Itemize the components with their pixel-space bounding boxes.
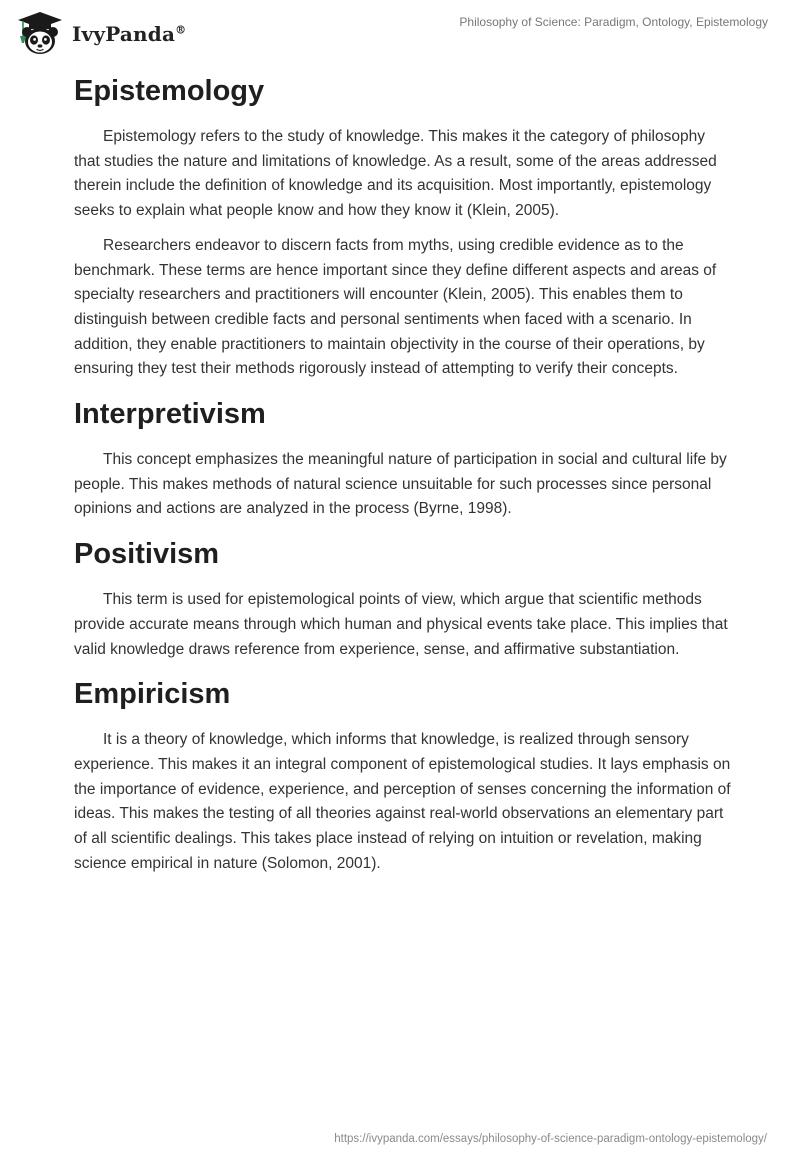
- document-title: Philosophy of Science: Paradigm, Ontology, Epistemology: [459, 15, 768, 29]
- section-heading: Epistemology: [74, 75, 265, 107]
- paragraph: This concept emphasizes the meaningful nature of participation in social and cultural life by people. This makes methods of natural science unsuitable for such processes since personal opinions and actions are analyzed in the process (Byrne, 1998).: [74, 451, 727, 518]
- section-heading: Positivism: [74, 538, 220, 571]
- brand-logo[interactable]: [14, 10, 186, 56]
- section-heading: Interpretivism: [74, 398, 266, 431]
- section-heading: Empiricism: [74, 678, 231, 711]
- paragraph: This term is used for epistemological points of view, which argue that scientific methods provide accurate means through which human and physical events take place. This implies that valid knowledge draws reference from experience, sense, and affirmative substantiation.: [74, 591, 728, 658]
- page-header: [0, 0, 800, 64]
- brand-name: IvyPanda®: [72, 22, 187, 46]
- panda-graduate-icon: [14, 10, 66, 56]
- registered-mark: ®: [175, 23, 187, 37]
- paragraph: It is a theory of knowledge, which informs that knowledge, is realized through sensory experience. This makes it an integral component of epistemological studies. It lays emphasis on the importance of evidence, experience, and perception of senses concerning the information of ideas. This makes the testing of all theories against real-world observations an elementary part of all scientific dealings. This takes place instead of relying on intuition or revelation, making science empirical in nature (Solomon, 2001).: [74, 731, 731, 872]
- essay-body: [74, 74, 734, 891]
- source-url-link[interactable]: https://ivypanda.com/essays/philosophy-of-science-paradigm-ontology-epistemology/: [334, 1133, 767, 1145]
- section-positivism: [74, 537, 734, 662]
- paragraph: Epistemology refers to the study of knowledge. This makes it the category of philosophy that studies the nature and limitations of knowledge. As a result, some of the areas addressed therein include the definition of knowledge and its acquisition. Most importantly, epistemology seeks to explain what people know and how they know it (Klein, 2005).: [74, 128, 717, 220]
- section-interpretivism: [74, 397, 734, 522]
- paragraph: Researchers endeavor to discern facts from myths, using credible evidence as to the benchmark. These terms are hence important since they define different aspects and areas of specialty researchers and practitioners will encounter (Klein, 2005). This enables them to distinguish between credible facts and personal sentiments when faced with a scenario. In addition, they enable practitioners to maintain objectivity in the course of their operations, by ensuring they test their methods rigorously instead of attempting to verify their concepts.: [74, 236, 717, 378]
- section-epistemology: [74, 74, 734, 382]
- section-empiricism: [74, 677, 734, 876]
